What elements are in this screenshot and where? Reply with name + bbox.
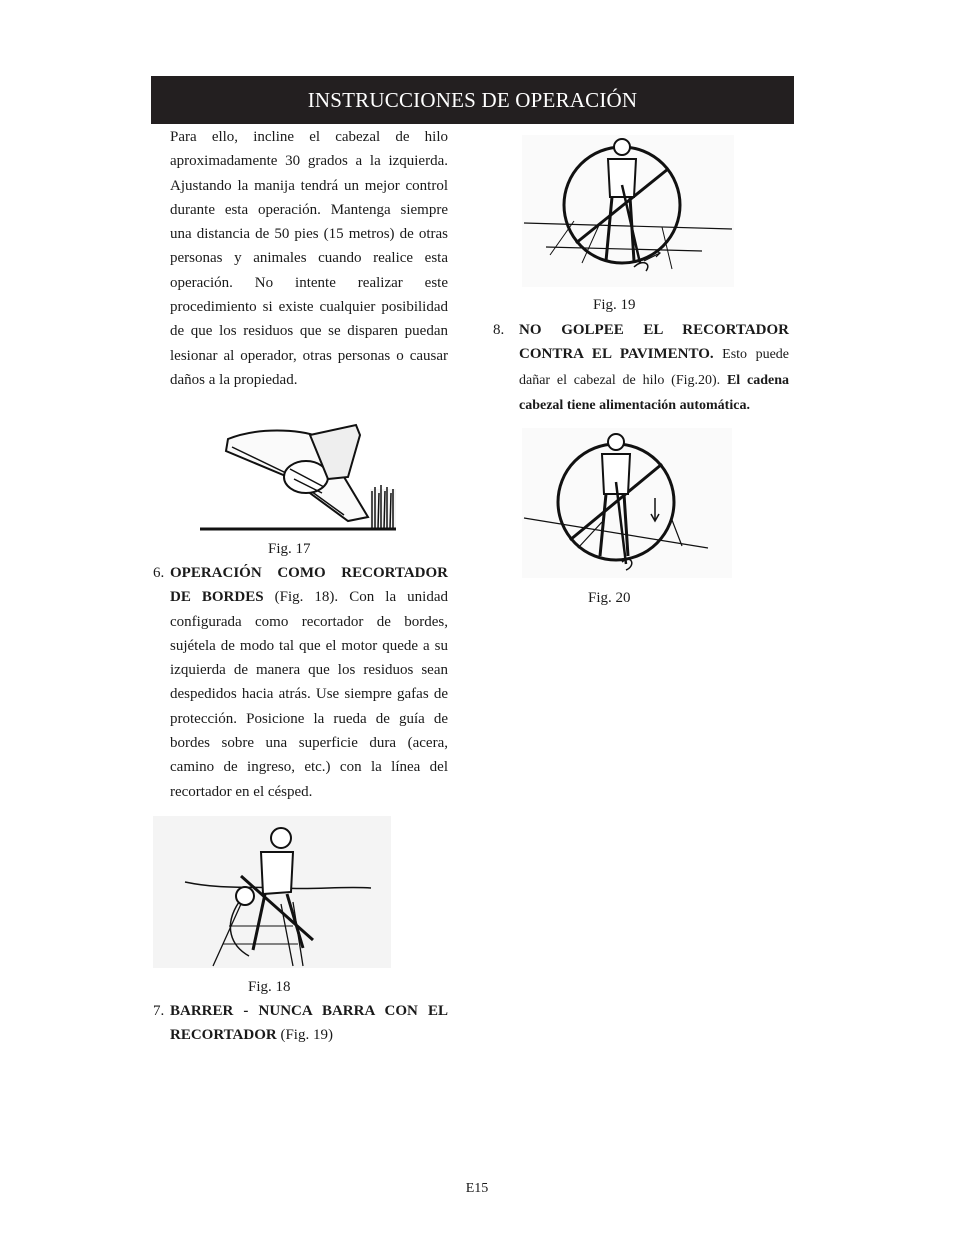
intro-paragraph: Para ello, incline el cabezal de hilo aproximadamente 30 grados a la izquierda. Ajustando la manija tendrá un mejor control durante esta operación. Mantenga siempre una distancia de 50 pies (15 metros) de otras personas y animales cuando realice esta operación. No intente realizar este procedimiento si existe cualquier posibilidad de que los residuos que se disparen puedan lesionar al operador, otras personas o causar daños a la propiedad. — [170, 129, 448, 388]
figure-20 — [522, 428, 732, 578]
figure-20-caption: Fig. 20 — [588, 590, 631, 606]
item-8-note: El cadena cabezal tiene alimentación automática. — [519, 372, 789, 413]
section-header — [151, 76, 794, 124]
item-6-text: (Fig. 18). Con la unidad configurada como recortador de bordes, sujétela de modo tal que el motor quede a su izquierda de manera que los residuos sean despedidos hacia atrás. Use siempre gafas de protección. Posicione la rueda de guía de bordes sobre una superficie dura (acera, camino de ingreso, etc.) con la línea del recortador en el césped. — [170, 589, 448, 800]
figure-19 — [522, 135, 734, 287]
item-8-heading: NO GOLPEE EL RECORTADOR CONTRA EL PAVIMENTO. — [519, 322, 789, 363]
section-title: INSTRUCCIONES DE OPERACIÓN — [307, 87, 638, 112]
item-6-number: 6. — [153, 565, 165, 581]
page-number: E15 — [465, 1181, 489, 1196]
item-8-text: Esto puede dañar el cabezal de hilo (Fig.20). — [519, 347, 789, 388]
item-7-text: (Fig. 19) — [276, 1027, 333, 1044]
figure-18-caption: Fig. 18 — [248, 979, 291, 995]
item-7-paragraph — [170, 999, 448, 1048]
item-7-number: 7. — [153, 1003, 165, 1019]
item-8-number: 8. — [493, 322, 505, 338]
item-7-heading: BARRER - NUNCA BARRA CON EL RECORTADOR — [170, 1003, 448, 1044]
item-6-heading: OPERACIÓN COMO RECORTADOR DE BORDES — [170, 565, 448, 606]
figure-17-caption: Fig. 17 — [268, 541, 311, 557]
figure-18 — [153, 816, 391, 968]
item-8-paragraph — [519, 318, 789, 418]
figure-19-caption: Fig. 19 — [593, 297, 636, 313]
figure-17 — [198, 417, 410, 535]
item-6-paragraph — [170, 561, 448, 804]
